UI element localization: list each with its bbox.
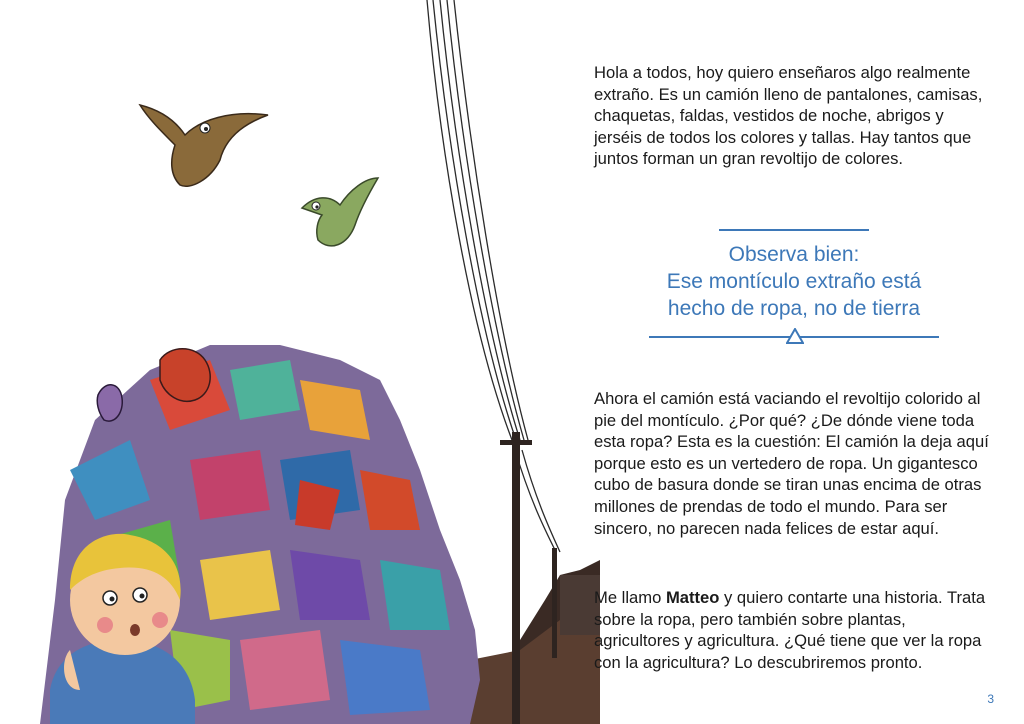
callout-line-1: Observa bien:	[728, 243, 860, 266]
name-matteo: Matteo	[665, 588, 720, 607]
paragraph-matteo-before: Me llamo	[594, 588, 666, 607]
callout-top-rule	[719, 229, 869, 231]
callout-box	[644, 229, 944, 338]
page-number: 3	[987, 692, 994, 706]
callout-line-2: Ese montículo extraño está	[666, 270, 922, 293]
paragraph-dump: Ahora el camión está vaciando el revoltijo colorido al pie del montículo. ¿Por qué? ¿De dónde viene toda esta ropa? Esta es la cuestión: El camión la deja aquí porque esto es un vertedero de ropa. Un gigantesco cubo de basura donde se tiran unas encima de otras millones de prendas de todo el mundo. Para ser sincero, no parecen nada felices de estar aquí.	[594, 389, 989, 538]
paragraph-matteo-after: y quiero contarte una historia. Trata sobre la ropa, pero también sobre plantas, agricultores y agricultura. ¿Qué tiene que ver la ropa con la agricultura? Lo descubriremos pronto.	[594, 588, 986, 672]
utility-pole-small	[552, 548, 557, 658]
green-bird	[302, 178, 378, 246]
callout-line-3: hecho de ropa, no de tierra	[667, 297, 921, 320]
power-lines	[427, 0, 560, 552]
utility-pole	[512, 432, 520, 724]
paragraph-matteo	[594, 587, 994, 673]
triangle-icon	[786, 328, 804, 344]
utility-pole-crossbar	[500, 440, 532, 445]
paragraph-intro: Hola a todos, hoy quiero enseñaros algo realmente extraño. Es un camión lleno de pantalones, camisas, chaquetas, faldas, vestidos de noche, abrigos y jerséis de todos los colores y tallas. Hay tantos que juntos forman un gran revoltijo de colores.	[594, 63, 983, 169]
brown-bird	[140, 105, 268, 186]
red-bird	[160, 349, 210, 402]
callout-bottom-rule	[649, 336, 939, 338]
purple-bird	[97, 385, 122, 421]
